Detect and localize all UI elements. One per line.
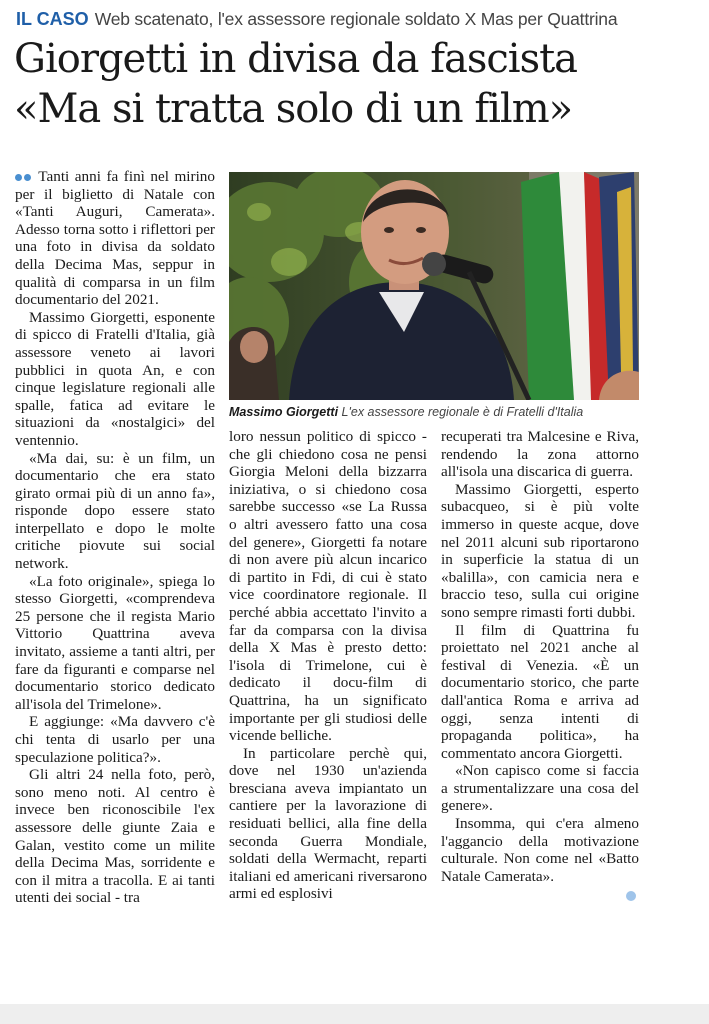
bullet-icon [24,174,31,181]
paragraph: «Non capisco come si faccia a strumentalizzare una cosa del genere». [441,762,639,815]
headline-line-2: «Ma si tratta solo di un film» [14,86,573,132]
article-photo [229,172,639,400]
paragraph: Il film di Quattrina fu proiettato nel 2021 anche al festival di Venezia. «È un documentario storico, che parte dall'antica Roma e arriva ad oggi, senza intenti di propaganda politica», ha commentato ancora Giorgetti. [441,621,639,762]
section-tag: IL CASO [16,9,89,29]
article-column-3 [441,428,639,885]
paragraph: «La foto originale», spiega lo stesso Giorgetti, «comprendeva 25 persone che il regista Mario Vittorio Quattrina aveva invitato, assieme a tanti altri, per fare da figuranti e comparse nel documentario storico dedicato all'isola del Trimelone». [15,572,215,713]
kicker [16,6,701,32]
kicker-subtitle: Web scatenato, l'ex assessore regionale soldato X Mas per Quattrina [94,9,618,29]
paragraph: Gli altri 24 nella foto, però, sono meno noti. Al centro è invece ben riconoscibile l'ex assessore delle giunte Zaia e Galan, vestito come un milite della Decima Mas, sorridente e con il mitra a tracolla. E ai tanti utenti dei social - tra [15,766,215,907]
paragraph: E aggiunge: «Ma davvero c'è chi tenta di usarlo per una speculazione politica?». [15,713,215,766]
paragraph: Insomma, qui c'era almeno l'aggancio della motivazione culturale. Non come nel «Batto Natale Camerata». [441,815,639,885]
photo-illustration [229,172,639,400]
caption-text: L'ex assessore regionale è di Fratelli d'Italia [341,405,584,419]
paragraph: «Ma dai, su: è un film, un documentario che era stato girato ormai più di un anno fa», risponde dopo essere stato interpellato e dopo le molte critiche piovute sui social network. [15,449,215,573]
headline [14,34,704,134]
headline-line-1: Giorgetti in divisa da fascista [14,36,578,82]
caption-name: Massimo Giorgetti [229,405,339,419]
paragraph: loro nessun politico di spicco - che gli chiedono cosa ne pensi Giorgia Meloni della bizzarra iniziativa, o si chiedono cosa sarebbe successo «se La Russa o altri avessero fatto una cosa del genere», Giorgetti fa notare di non avere più alcun incarico di partito in Fdi, di cui è stato vice coordinatore regionale. Il perché abbia accettato l'invito a far da comparsa con la divisa della X Mas è presto detto: l'isola di Trimelone, cui è dedicato il docu-film di Quattrina, ha un significato importante per gli studiosi delle vicende belliche. [229,428,427,745]
page-bottom-strip [0,1004,709,1024]
article-column-2 [229,428,427,903]
paragraph: recuperati tra Malcesine e Riva, rendendo la zona attorno all'isola una discarica di guerra. [441,428,639,481]
bullet-icon [15,174,22,181]
article-column-1 [15,168,215,907]
end-of-article-icon [626,891,636,901]
paragraph: In particolare perchè qui, dove nel 1930 un'azienda bresciana aveva impiantato un cantiere per la lavorazione di residuati bellici, alla fine della seconda Guerra Mondiale, soldati della Wermacht, reparti italiani ed americani riversarono armi ed esplosivi [229,744,427,903]
paragraph: Massimo Giorgetti, esperto subacqueo, si è più volte immerso in queste acque, dove nel 2011 alcuni sub riportarono in superficie la statua di un «balilla», con camicia nera e braccio teso, sulla cui origine sono sempre rimasti forti dubbi. [441,480,639,621]
photo-caption [229,404,649,420]
paragraph-text: Tanti anni fa finì nel mirino per il biglietto di Natale con «Tanti Auguri, Camerata». Adesso torna sotto i riflettori per una foto in divisa da soldato della Decima Mas, seppur in qualità di comparsa in un film documentario del 2021. [15,168,215,309]
paragraph [15,168,215,309]
paragraph: Massimo Giorgetti, esponente di spicco di Fratelli d'Italia, già assessore veneto ai lavori pubblici in quota An, e con cinque legislature regionali alle spalle, fatica ad evitare le situazioni da «nostalgici» del ventennio. [15,308,215,449]
